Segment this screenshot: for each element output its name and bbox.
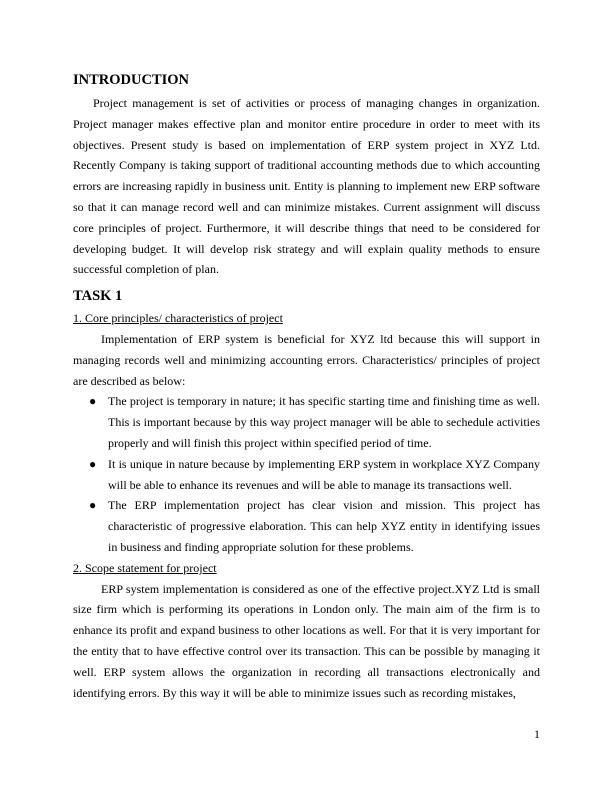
intro-heading: INTRODUCTION: [73, 72, 190, 88]
section1-paragraph: Implementation of ERP system is beneficial for XYZ ltd because this will support in managing records well and minimizing accounting errors. Characteristics/ principles of project are described as below:: [73, 331, 540, 388]
intro-paragraph: Project management is set of activities or process of managing changes in organization. Project manager makes effective plan and monitor entire procedure in order to meet with its objectives. Present study is based on implementation of ERP system project in XYZ Ltd. Recently Company is taking support of traditional accounting methods due to which accounting errors are increasing rapidly in business unit. Entity is planning to implement new ERP software so that it can manage record well and can minimize mistakes. Current assignment will discuss core principles of project. Furthermore, it will describe things that need to be considered for developing budget. It will develop risk strategy and will explain quality methods to ensure successful completion of plan.: [73, 96, 540, 277]
list-item: [89, 391, 540, 453]
list-item: [89, 495, 540, 557]
section2-title: 2. Scope statement for project: [73, 560, 217, 575]
section1-title: 1. Core principles/ characteristics of project: [73, 311, 283, 326]
list-item-text: The ERP implementation project has clear vision and mission. This project has characteristic of progressive elaboration. This can help XYZ entity in identifying issues in business and finding appropriate solution for these problems.: [108, 498, 540, 554]
bullet-icon: ●: [89, 498, 97, 513]
task1-heading: TASK 1: [73, 288, 123, 305]
section2-paragraph: ERP system implementation is considered as one of the effective project.XYZ Ltd is small size firm which is performing its operations in London only. The main aim of the firm is to enhance its profit and expand business to other locations as well. For that it is very important for the entity that to have effective control over its transaction. This can be possible by managing it well. ERP system allows the organization in recording all transactions electronically and identifying errors. By this way it will be able to minimize issues such as recording mistakes,: [73, 581, 540, 700]
document-page: [73, 70, 540, 703]
page-number: 1: [534, 727, 540, 741]
list-item-text: The project is temporary in nature; it has specific starting time and finishing time as well. This is important because by this way project manager will be able to sechedule activities properly and will finish this project within specified period of time.: [108, 394, 540, 450]
bullet-icon: ●: [89, 456, 97, 471]
list-item: [89, 454, 540, 496]
bullet-icon: ●: [89, 394, 97, 409]
principles-list: [73, 391, 540, 557]
list-item-text: It is unique in nature because by implementing ERP system in workplace XYZ Company will be able to enhance its revenues and will be able to manage its transactions well.: [108, 456, 540, 492]
